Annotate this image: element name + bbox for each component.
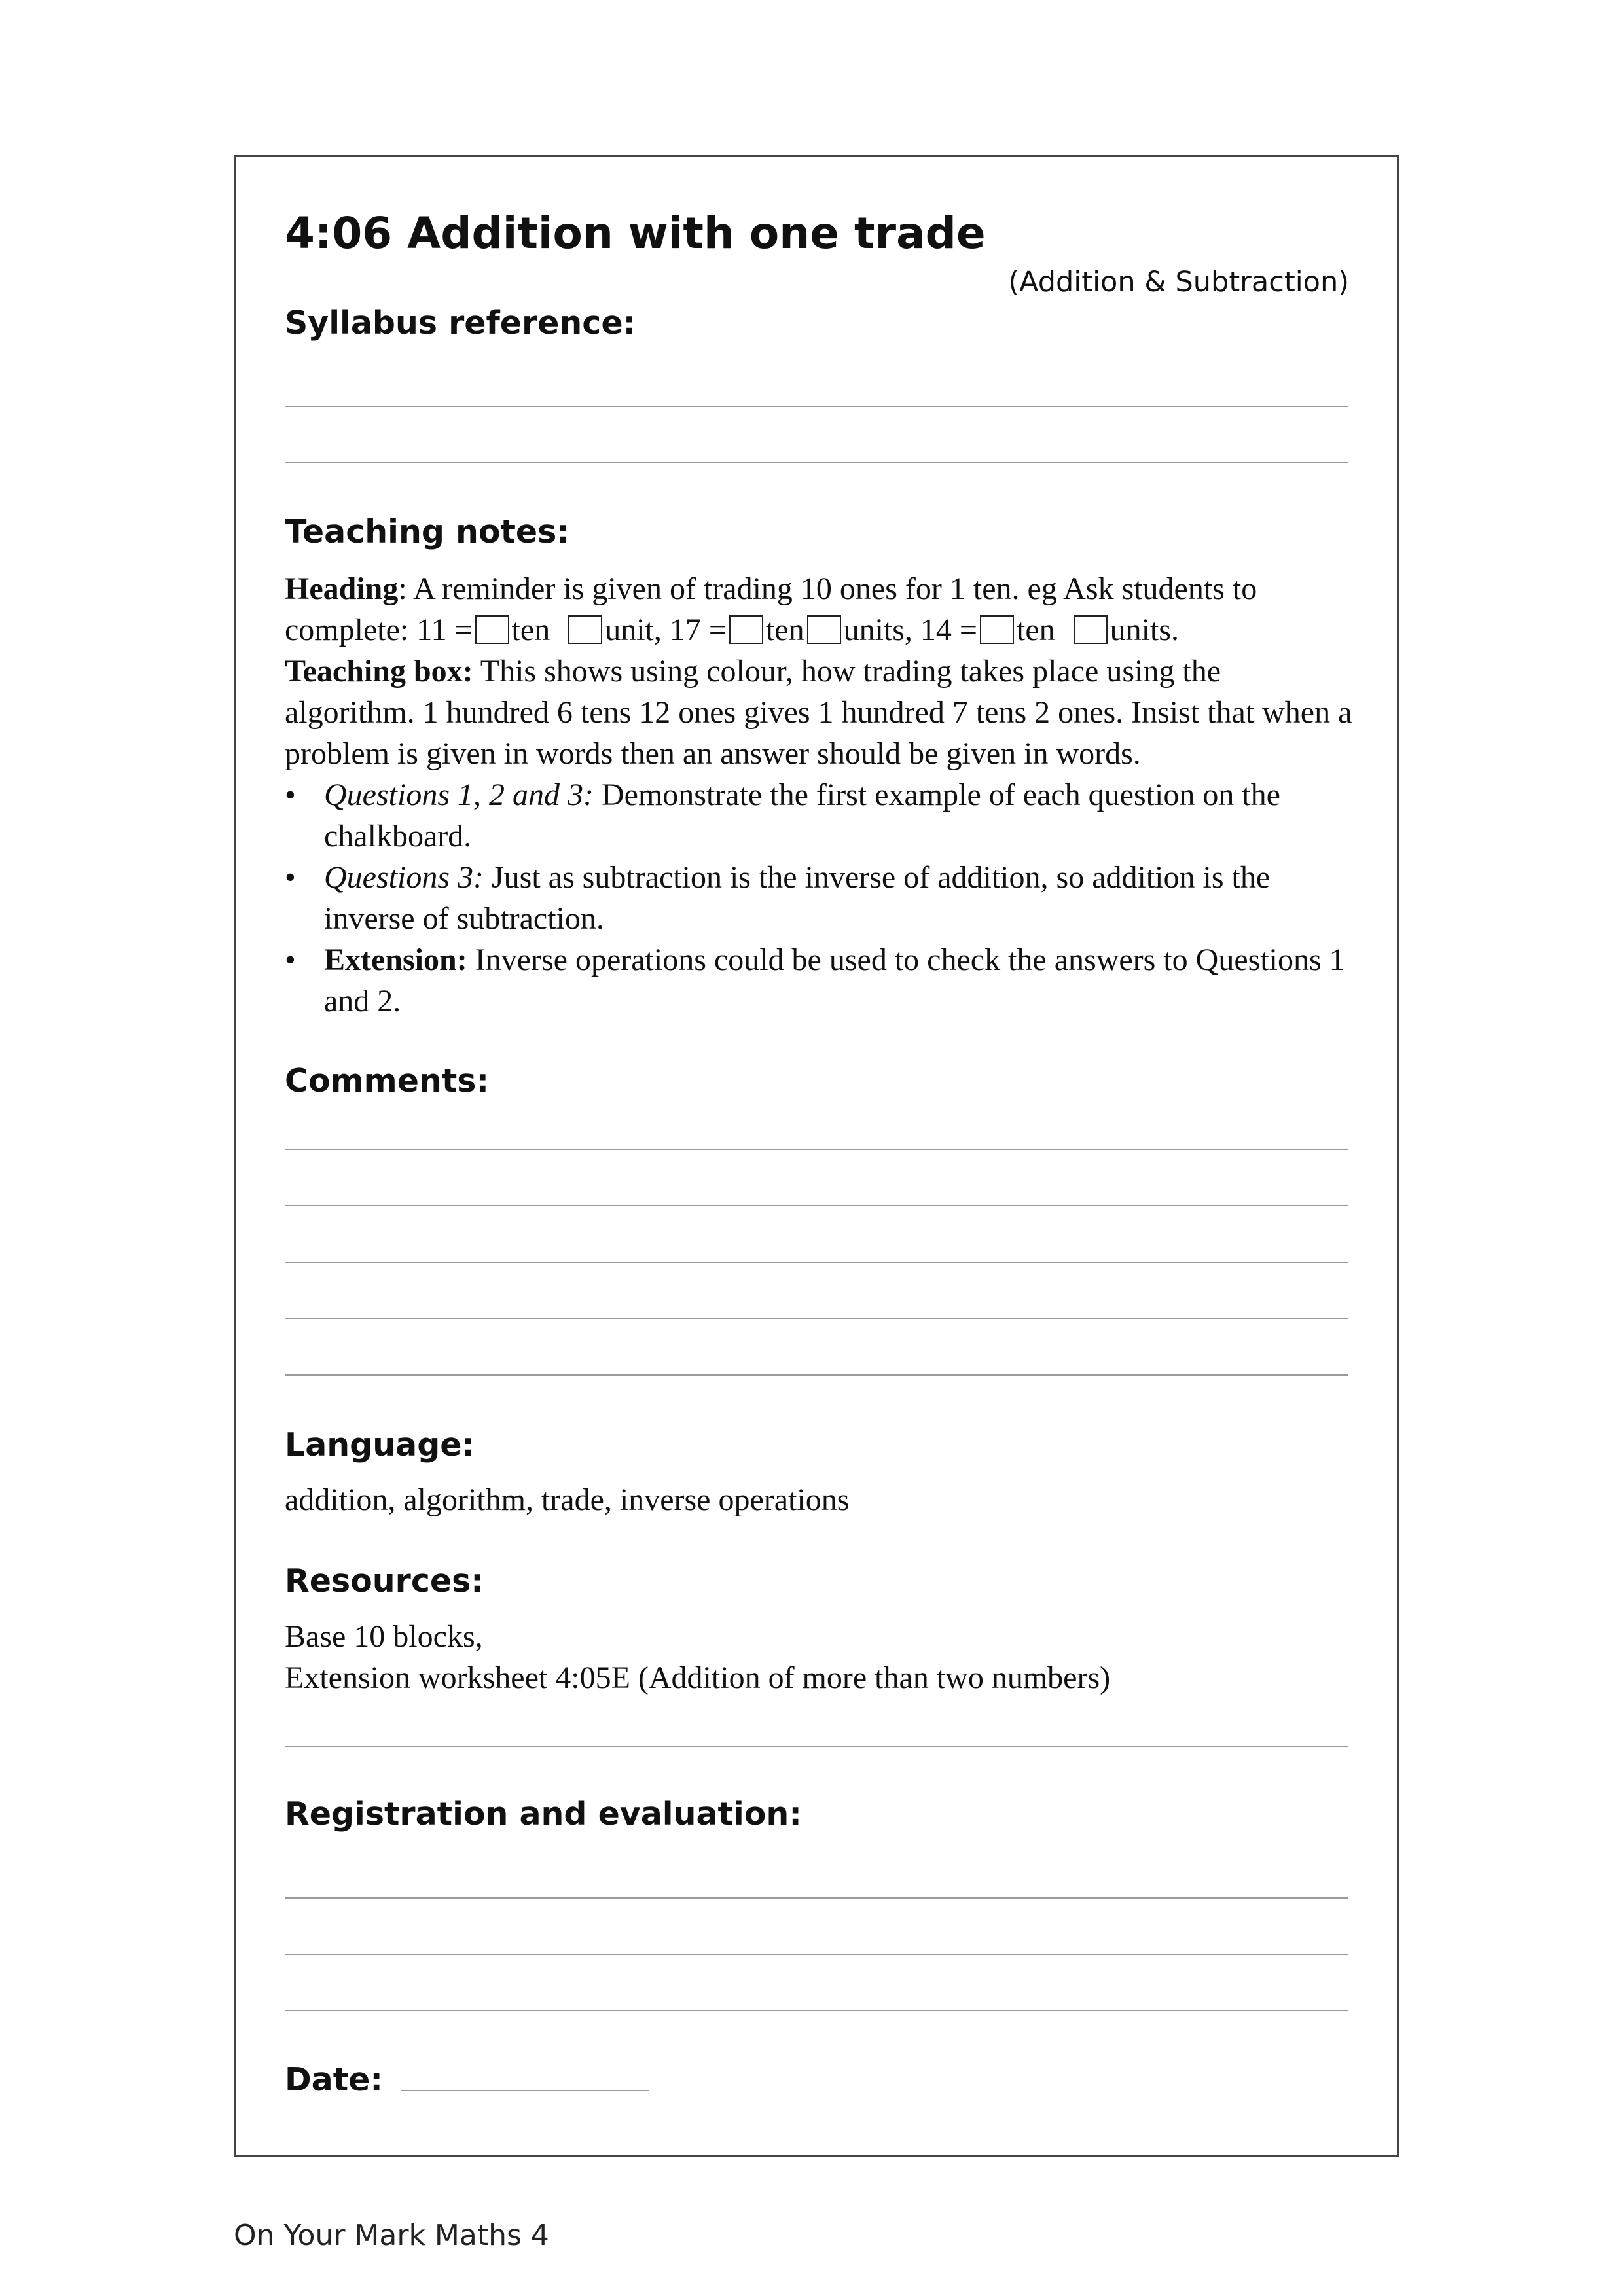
unit-label: unit, 17 = (605, 613, 727, 647)
date-label: Date: (285, 2061, 383, 2098)
answer-box[interactable] (475, 615, 509, 644)
bullet-lead: Extension: (324, 942, 467, 977)
bullet-lead: Questions 1, 2 and 3: (324, 778, 594, 812)
registration-line-2[interactable] (285, 1954, 1348, 1955)
answer-box[interactable] (807, 615, 841, 644)
teaching-box-note (285, 651, 1358, 774)
comments-line-4[interactable] (285, 1318, 1348, 1319)
bullet-lead: Questions 3: (324, 860, 484, 895)
ten-label: ten (511, 613, 550, 647)
teaching-notes-body (285, 568, 1358, 1022)
registration-line-1[interactable] (285, 1897, 1348, 1899)
units-label: units, 14 = (843, 613, 977, 647)
bullet-icon: • (285, 778, 296, 812)
language-heading: Language: (285, 1426, 475, 1463)
registration-heading: Registration and evaluation: (285, 1795, 802, 1833)
list-item (285, 857, 1358, 939)
trade-exercise-line (285, 609, 1358, 651)
registration-line-3[interactable] (285, 2010, 1348, 2011)
bullet-icon: • (285, 942, 296, 977)
resources-line: Extension worksheet 4:05E (Addition of more than two numbers) (285, 1660, 1111, 1695)
teaching-box-text: This shows using colour, how trading takes place using the algorithm. 1 hundred 6 tens 12 ones gives 1 hundred 7 tens 2 ones. Insist that when a problem is given in words then an answer should be given in words. (285, 654, 1352, 771)
answer-box[interactable] (729, 615, 763, 644)
syllabus-heading: Syllabus reference: (285, 304, 636, 342)
resources-body (285, 1616, 1358, 1698)
bullet-icon: • (285, 860, 296, 895)
list-item (285, 774, 1358, 857)
notes-bullet-list (285, 774, 1358, 1022)
bullet-text: Just as subtraction is the inverse of addition, so addition is the inverse of subtraction. (324, 860, 1271, 936)
subject-label: (Addition & Subtraction) (1008, 266, 1349, 298)
syllabus-line-2[interactable] (285, 462, 1348, 463)
teaching-box-term: Teaching box: (285, 654, 473, 689)
resources-line: Base 10 blocks, (285, 1619, 483, 1654)
heading-text: : A reminder is given of trading 10 ones for 1 ten. eg Ask students to (398, 571, 1257, 606)
comments-heading: Comments: (285, 1062, 490, 1100)
date-field[interactable] (401, 2090, 649, 2091)
ten-label: ten (1017, 613, 1055, 647)
answer-box[interactable] (1074, 615, 1108, 644)
answer-box[interactable] (980, 615, 1014, 644)
heading-note (285, 568, 1358, 609)
resources-heading: Resources: (285, 1562, 484, 1600)
page-title: 4:06 Addition with one trade (285, 208, 986, 259)
heading-term: Heading (285, 571, 399, 606)
syllabus-line-1[interactable] (285, 406, 1348, 407)
comments-line-3[interactable] (285, 1262, 1348, 1263)
complete-prefix: complete: 11 = (285, 613, 473, 647)
ten-label: ten (765, 613, 804, 647)
comments-line-1[interactable] (285, 1149, 1348, 1150)
comments-line-5[interactable] (285, 1374, 1348, 1376)
page-footer: On Your Mark Maths 4 (234, 2219, 549, 2252)
list-item (285, 939, 1358, 1022)
worksheet-frame (234, 155, 1399, 2157)
resources-line-blank[interactable] (285, 1746, 1348, 1747)
answer-box[interactable] (568, 615, 602, 644)
bullet-text: Demonstrate the first example of each question on the chalkboard. (324, 778, 1280, 853)
bullet-text: Inverse operations could be used to check the answers to Questions 1 and 2. (324, 942, 1345, 1018)
units-label: units. (1110, 613, 1179, 647)
teaching-notes-heading: Teaching notes: (285, 513, 569, 550)
language-text: addition, algorithm, trade, inverse operations (285, 1482, 850, 1517)
comments-line-2[interactable] (285, 1205, 1348, 1206)
